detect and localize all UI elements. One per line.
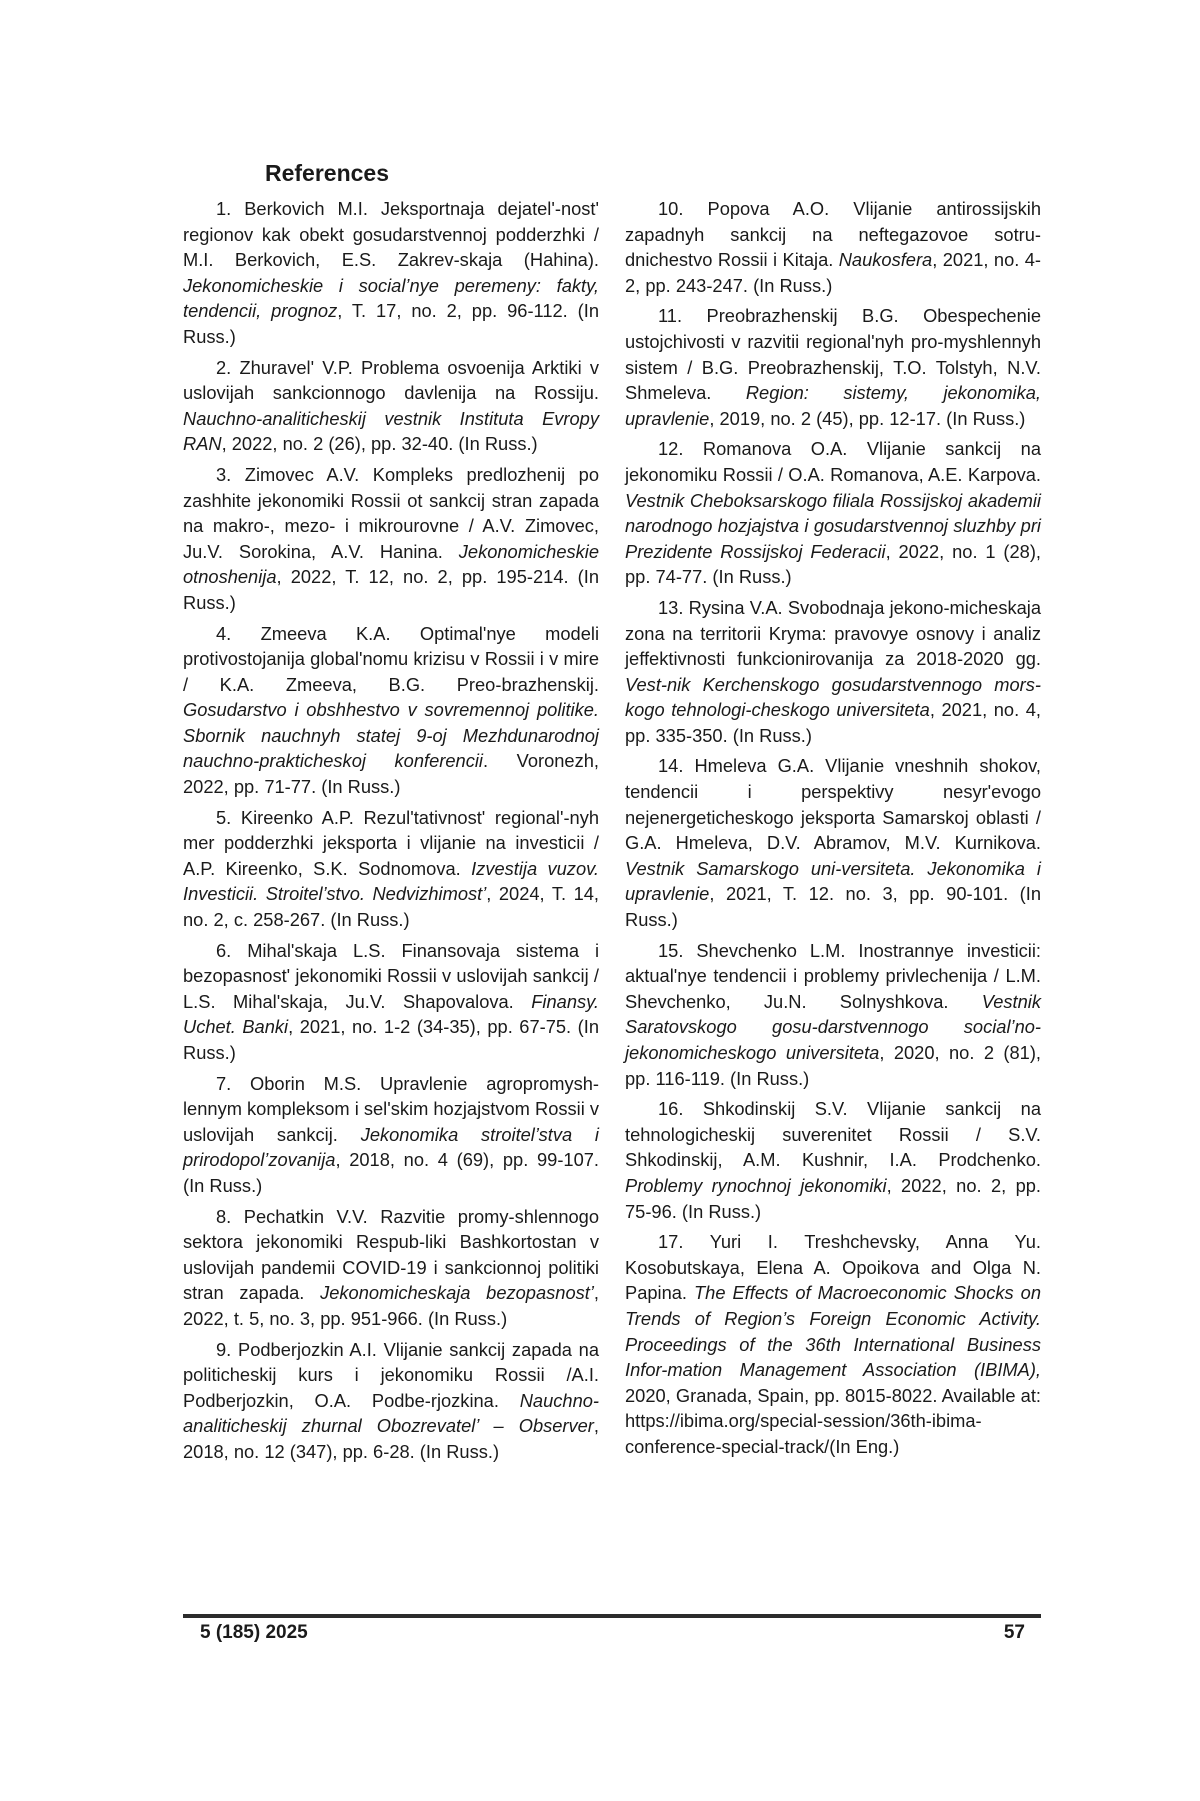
footer-divider xyxy=(183,1614,1041,1618)
reference-text: Pechatkin V.V. Razvitie promy-shlennogo sektora jekonomiki Respub-liki Bashkortostan v uslovijah pandemii COVID-19 i sankcionnoj politiki stran zapada. xyxy=(183,1206,599,1304)
reference-text: Podberjozkin A.I. Vlijanie sankcij zapada na politicheskij kurs i jekonomiku Rossii /A.I. Podberjozkin, O.A. Podbe-rjozkina. xyxy=(183,1339,599,1411)
reference-source: Jekonomika stroitel’stva i prirodopol’zovanija xyxy=(183,1124,599,1171)
reference-source: Nauchno-analiticheskij zhurnal Obozrevatel’ – Observer xyxy=(183,1390,599,1437)
reference-details: , 2022, no. 2, pp. 75-96. (In Russ.) xyxy=(625,1175,1041,1222)
reference-details: , 2024, T. 14, no. 2, c. 258-267. (In Russ.) xyxy=(183,883,599,930)
reference-details: , 2018, no. 4 (69), pp. 99-107. (In Russ.) xyxy=(183,1149,599,1196)
reference-text: Berkovich M.I. Jeksportnaja dejatel'-nost' regionov kak obekt gosudarstvennoj podderzhki / M.I. Berkovich, E.S. Zakrev-skaja (Hahina). xyxy=(183,198,599,270)
reference-number: 9. xyxy=(216,1339,238,1360)
reference-details: , 2018, no. 12 (347), pp. 6-28. (In Russ.) xyxy=(183,1415,599,1462)
reference-text: Mihal'skaja L.S. Finansovaja sistema i bezopasnost' jekonomiki Rossii v uslovijah sankcij / L.S. Mihal'skaja, Ju.V. Shapovalova. xyxy=(183,940,599,1012)
issue-label: 5 (185) 2025 xyxy=(200,1622,308,1644)
reference-details: , T. 17, no. 2, pp. 96-112. (In Russ.) xyxy=(183,300,599,347)
reference-number: 8. xyxy=(216,1206,244,1227)
reference-item xyxy=(625,595,1041,749)
reference-number: 16. xyxy=(658,1098,703,1119)
reference-item xyxy=(183,196,599,350)
reference-item xyxy=(625,1229,1041,1459)
reference-number: 1. xyxy=(216,198,244,219)
reference-item xyxy=(625,938,1041,1092)
reference-source: Region: sistemy, jekonomika, upravlenie xyxy=(625,382,1041,429)
reference-number: 3. xyxy=(216,464,245,485)
reference-details: , 2022, t. 5, no. 3, pp. 951-966. (In Russ.) xyxy=(183,1282,599,1329)
reference-number: 14. xyxy=(658,755,694,776)
reference-number: 15. xyxy=(658,940,696,961)
reference-details: , 2020, no. 2 (81), pp. 116-119. (In Russ.) xyxy=(625,1042,1041,1089)
reference-details: , 2021, no. 4-2, pp. 243-247. (In Russ.) xyxy=(625,249,1041,296)
reference-text: Zmeeva K.A. Optimal'nye modeli protivostojanija global'nomu krizisu v Rossii i v mire / K.A. Zmeeva, B.G. Preo-brazhenskij. xyxy=(183,623,599,695)
reference-source: Finansy. Uchet. Banki xyxy=(183,991,599,1038)
reference-details: , 2021, no. 1-2 (34-35), pp. 67-75. (In Russ.) xyxy=(183,1016,599,1063)
reference-number: 12. xyxy=(658,438,703,459)
references-column-right xyxy=(625,196,1041,1465)
reference-text: Popova A.O. Vlijanie antirossijskih zapadnyh sankcij na neftegazovoe sotru-dnichestvo Rossii i Kitaja. xyxy=(625,198,1041,270)
reference-number: 4. xyxy=(216,623,261,644)
reference-text: Zhuravel' V.P. Problema osvoenija Arktiki v uslovijah sankcionnogo davlenija na Rossiju. xyxy=(183,357,599,404)
reference-text: Yuri I. Treshchevsky, Anna Yu. Kosobutskaya, Elena A. Opoikova and Olga N. Papina. xyxy=(625,1231,1041,1303)
reference-details: , 2021, T. 12. no. 3, pp. 90-101. (In Russ.) xyxy=(625,883,1041,930)
reference-number: 13. xyxy=(658,597,689,618)
reference-item xyxy=(625,303,1041,431)
reference-item xyxy=(625,196,1041,298)
reference-source: Vest-nik Kerchenskogo gosudarstvennogo mors-kogo tehnologi-cheskogo universiteta xyxy=(625,674,1041,721)
reference-text: Zimovec A.V. Kompleks predlozhenij po zashhite jekonomiki Rossii ot sankcij stran zapada na makro-, mezo- i mikrourovne / A.V. Zimovec, Ju.V. Sorokina, A.V. Hanina. xyxy=(183,464,599,562)
reference-item xyxy=(625,753,1041,932)
reference-item xyxy=(625,436,1041,590)
reference-item xyxy=(183,805,599,933)
reference-item xyxy=(183,621,599,800)
reference-item xyxy=(625,1096,1041,1224)
reference-details: , 2021, no. 4, pp. 335-350. (In Russ.) xyxy=(625,699,1041,746)
reference-item xyxy=(183,1337,599,1465)
references-column-left xyxy=(183,196,599,1470)
reference-source: Vestnik Saratovskogo gosu-darstvennogo social’no-jekonomicheskogo universiteta xyxy=(625,991,1041,1063)
reference-number: 2. xyxy=(216,357,239,378)
reference-details: , 2022, T. 12, no. 2, pp. 195-214. (In Russ.) xyxy=(183,566,599,613)
reference-details: . Voronezh, 2022, pp. 71-77. (In Russ.) xyxy=(183,750,599,797)
reference-source: Izvestija vuzov. Investicii. Stroitel’stvo. Nedvizhimost’ xyxy=(183,858,599,905)
reference-source: Vestnik Samarskogo uni-versiteta. Jekonomika i upravlenie xyxy=(625,858,1041,905)
reference-source: Nauchno-analiticheskij vestnik Instituta Evropy RAN xyxy=(183,408,599,455)
reference-number: 5. xyxy=(216,807,241,828)
reference-number: 6. xyxy=(216,940,247,961)
references-heading: References xyxy=(265,160,389,187)
reference-source: Vestnik Cheboksarskogo filiala Rossijskoj akademii narodnogo hozjajstva i gosudarstvennoj sluzhby pri Prezidente Rossijskoj Federacii xyxy=(625,490,1041,562)
reference-item xyxy=(183,355,599,457)
reference-source: Jekonomicheskie i social’nye peremeny: fakty, tendencii, prognoz xyxy=(183,275,599,322)
reference-text: Shkodinskij S.V. Vlijanie sankcij na tehnologicheskij suverenitet Rossii / S.V. Shkodinskij, A.M. Kushnir, I.A. Prodchenko. xyxy=(625,1098,1041,1170)
reference-source: Jekonomicheskaja bezopasnost’ xyxy=(320,1282,594,1303)
reference-text: Rysina V.A. Svobodnaja jekono-micheskaja zona na territorii Kryma: pravovye osnovy i analiz jeffektivnosti funkcionirovanija za 2018-2020 gg. xyxy=(625,597,1041,669)
reference-text: Romanova O.A. Vlijanie sankcij na jekonomiku Rossii / O.A. Romanova, A.E. Karpova. xyxy=(625,438,1041,485)
reference-item xyxy=(183,938,599,1066)
reference-text: Kireenko A.P. Rezul'tativnost' regional'-nyh mer podderzhki jeksporta i vlijanie na investicii / A.P. Kireenko, S.K. Sodnomova. xyxy=(183,807,599,879)
reference-details: , 2019, no. 2 (45), pp. 12-17. (In Russ.) xyxy=(709,408,1025,429)
reference-text: Hmeleva G.A. Vlijanie vneshnih shokov, tendencii i perspektivy nesyr'evogo nejenergeticheskogo jeksporta Samarskoj oblasti / G.A. Hmeleva, D.V. Abramov, M.V. Kurnikova. xyxy=(625,755,1041,853)
page-number: 57 xyxy=(1004,1622,1025,1644)
reference-item xyxy=(183,1204,599,1332)
reference-details: , 2022, no. 2 (26), pp. 32-40. (In Russ.) xyxy=(222,433,538,454)
reference-item xyxy=(183,462,599,616)
reference-source: Jekonomicheskie otnoshenija xyxy=(183,541,599,588)
reference-details: 2020, Granada, Spain, pp. 8015-8022. Available at: https://ibima.org/special-session/36th-ibima-conference-special-track/(In Eng.) xyxy=(625,1385,1041,1457)
reference-number: 7. xyxy=(216,1073,250,1094)
reference-source: Gosudarstvo i obshhestvo v sovremennoj politike. Sbornik nauchnyh statej 9-oj Mezhdunarodnoj nauchno-prakticheskoj konferencii xyxy=(183,699,599,771)
reference-source: Naukosfera xyxy=(839,249,933,270)
reference-text: Shevchenko L.M. Inostrannye investicii: aktual'nye tendencii i problemy privlechenija / L.M. Shevchenko, Ju.N. Solnyshkova. xyxy=(625,940,1041,1012)
reference-number: 17. xyxy=(658,1231,710,1252)
reference-source: The Effects of Macroeconomic Shocks on Trends of Region’s Foreign Economic Activity. Proceedings of the 36th International Business Infor-mation Management Association (IBIMA), xyxy=(625,1282,1041,1380)
reference-text: Preobrazhenskij B.G. Obespechenie ustojchivosti v razvitii regional'nyh pro-myshlennyh sistem / B.G. Preobrazhenskij, T.O. Tolstyh, N.V. Shmeleva. xyxy=(625,305,1041,403)
reference-number: 11. xyxy=(658,305,707,326)
reference-text: Oborin M.S. Upravlenie agropromysh-lennym kompleksom i sel'skim hozjajstvom Rossii v uslovijah sankcij. xyxy=(183,1073,599,1145)
reference-details: , 2022, no. 1 (28), pp. 74-77. (In Russ.) xyxy=(625,541,1041,588)
reference-source: Problemy rynochnoj jekonomiki xyxy=(625,1175,887,1196)
reference-number: 10. xyxy=(658,198,708,219)
reference-item xyxy=(183,1071,599,1199)
